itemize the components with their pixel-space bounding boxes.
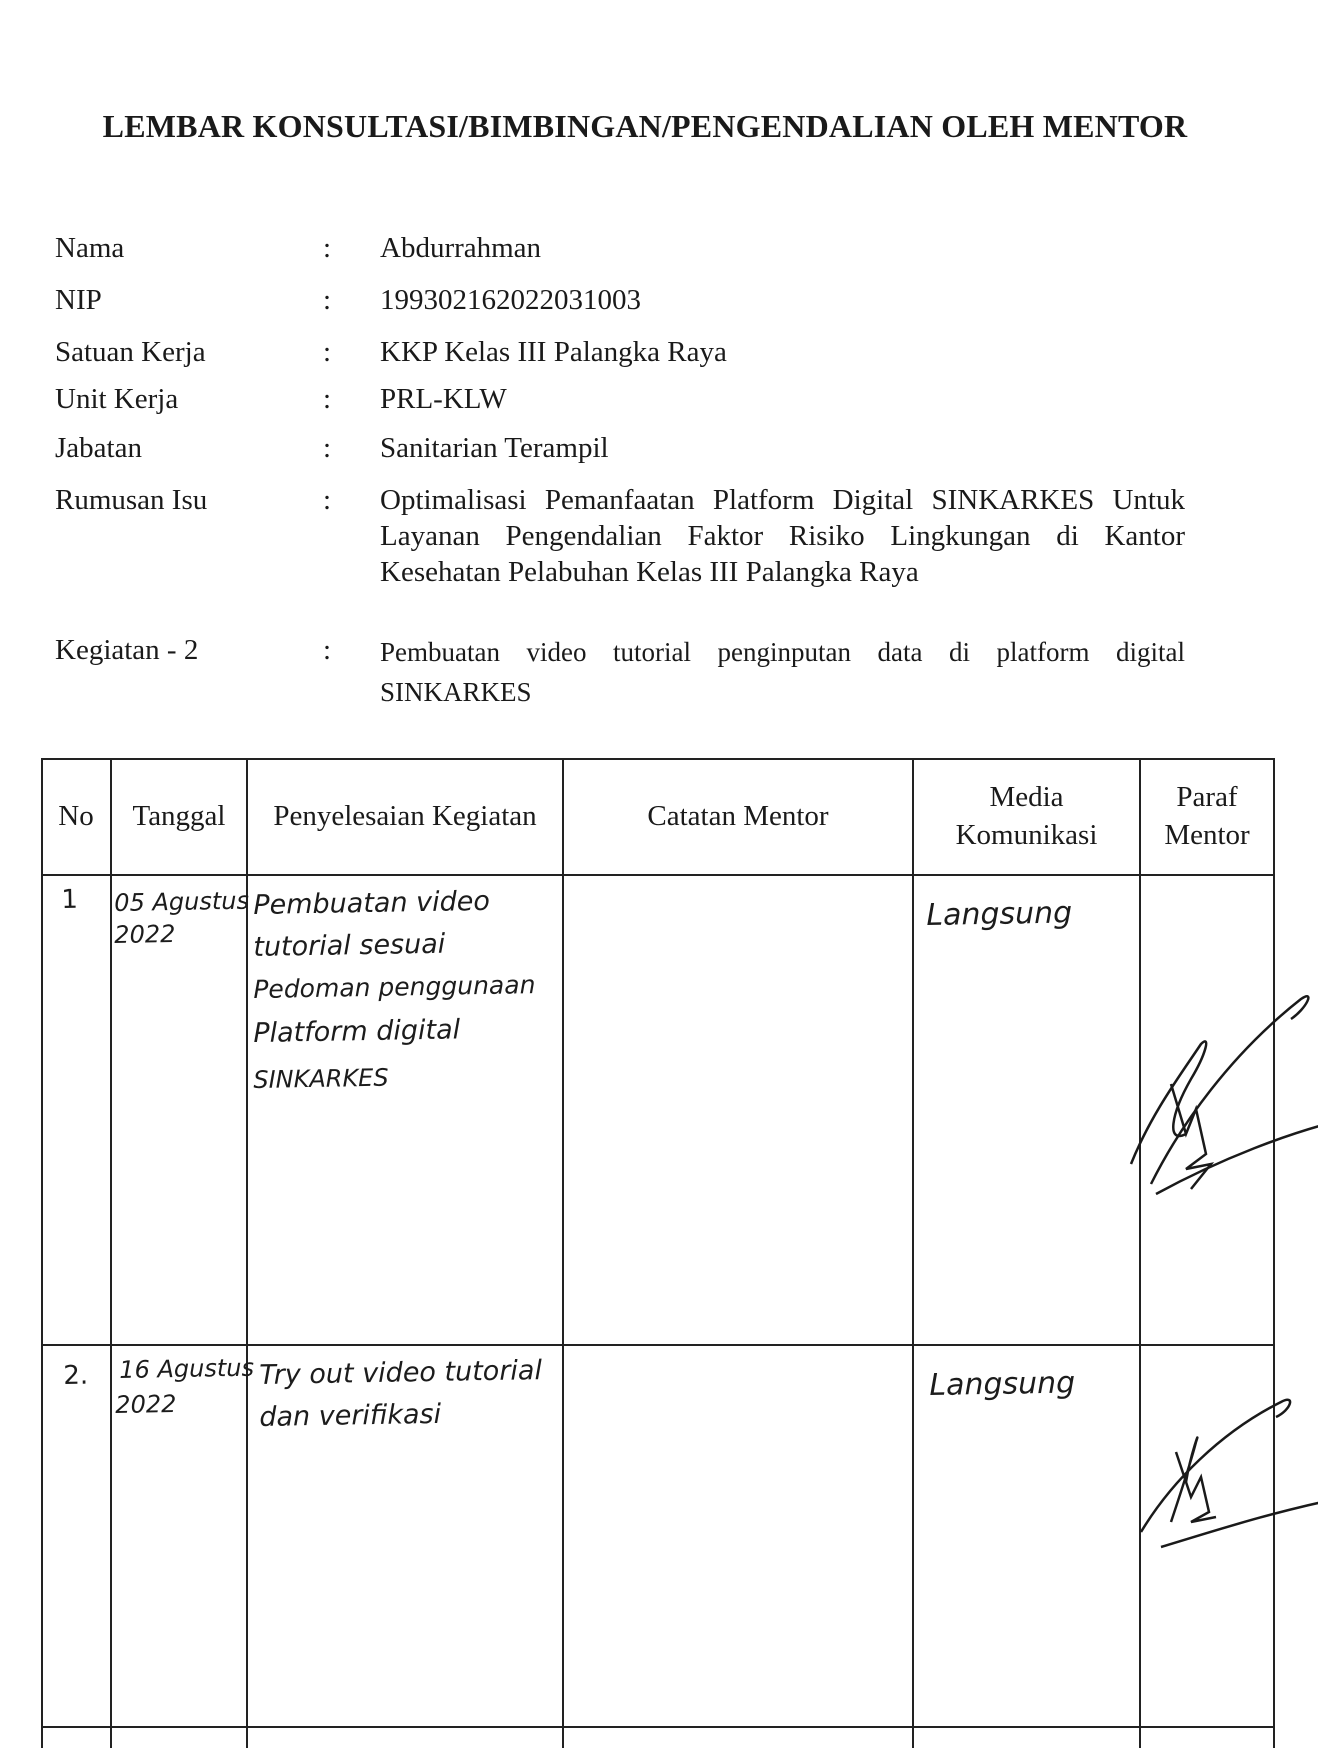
field-label: Jabatan: [55, 432, 142, 464]
table-col-line: [562, 758, 564, 1748]
field-value: 199302162022031003: [380, 284, 641, 316]
field-label: Nama: [55, 232, 125, 264]
field-value: Optimalisasi Pemanfaatan Platform Digital SINKARKES Untuk Layanan Pengendalian Faktor Risiko Lingkungan di Kantor Kesehatan Pelabuhan Kelas III Palangka Raya: [380, 484, 1185, 588]
header-penyelesaian: Penyelesaian Kegiatan: [273, 800, 537, 832]
table-col-line: [912, 758, 914, 1748]
consultation-table: [41, 758, 1275, 1748]
header-tanggal: Tanggal: [132, 800, 226, 832]
field-value: PRL-KLW: [380, 383, 507, 415]
field-colon: :: [323, 634, 332, 666]
row-date-line: 16 Agustus: [119, 1353, 255, 1384]
field-label: Satuan Kerja: [55, 336, 206, 368]
row-no: 1: [61, 884, 79, 915]
mentor-signature: [1091, 1382, 1318, 1552]
row-activity-line: Try out video tutorial: [259, 1355, 543, 1391]
table-col-line: [1273, 758, 1275, 1748]
header-media-line: Media: [989, 781, 1064, 813]
field-colon: :: [323, 284, 332, 316]
row-media: Langsung: [926, 895, 1073, 933]
field-colon: :: [323, 232, 332, 264]
field-colon: :: [323, 336, 332, 368]
field-label: NIP: [55, 284, 102, 316]
mentor-signature: [1091, 984, 1318, 1204]
field-colon: :: [323, 432, 332, 464]
page-title: LEMBAR KONSULTASI/BIMBINGAN/PENGENDALIAN OLEH MENTOR: [102, 108, 1188, 144]
table-row-divider: [41, 1726, 1275, 1728]
field-colon: :: [323, 484, 332, 516]
row-activity-line: tutorial sesuai: [253, 928, 446, 963]
header-paraf-line: Paraf: [1176, 781, 1238, 813]
field-label: Unit Kerja: [55, 383, 179, 415]
field-label: Rumusan Isu: [55, 484, 208, 516]
field-value: Pembuatan video tutorial penginputan data di platform digital SINKARKES: [380, 637, 1185, 707]
row-activity-line: Platform digital: [253, 1014, 461, 1049]
field-colon: :: [323, 383, 332, 415]
row-no: 2.: [63, 1360, 89, 1391]
header-media-komunikasi: [913, 758, 1140, 874]
header-paraf-line: Mentor: [1164, 819, 1250, 851]
row-date-line: 2022: [114, 919, 176, 949]
table-col-line: [110, 758, 112, 1748]
header-paraf-mentor: [1140, 758, 1274, 874]
field-value: Sanitarian Terampil: [380, 432, 609, 464]
row-date-line: 05 Agustus: [114, 886, 250, 917]
header-media-line: Komunikasi: [955, 819, 1098, 851]
header-catatan-mentor: Catatan Mentor: [647, 800, 829, 832]
row-activity-line: dan verifikasi: [259, 1398, 442, 1433]
row-activity-line: Pedoman penggunaan: [253, 970, 536, 1004]
row-activity-line: SINKARKES: [253, 1063, 389, 1094]
table-col-line: [1139, 758, 1141, 1748]
row-date-line: 2022: [115, 1389, 177, 1419]
row-media: Langsung: [929, 1365, 1076, 1403]
row-activity-line: Pembuatan video: [253, 885, 491, 921]
field-value: Abdurrahman: [380, 232, 542, 264]
header-no: No: [58, 800, 94, 832]
table-header-divider: [41, 874, 1275, 876]
field-label: Kegiatan - 2: [55, 634, 199, 666]
table-row-divider: [41, 1344, 1275, 1346]
table-col-line: [41, 758, 43, 1748]
field-value: KKP Kelas III Palangka Raya: [380, 336, 727, 368]
